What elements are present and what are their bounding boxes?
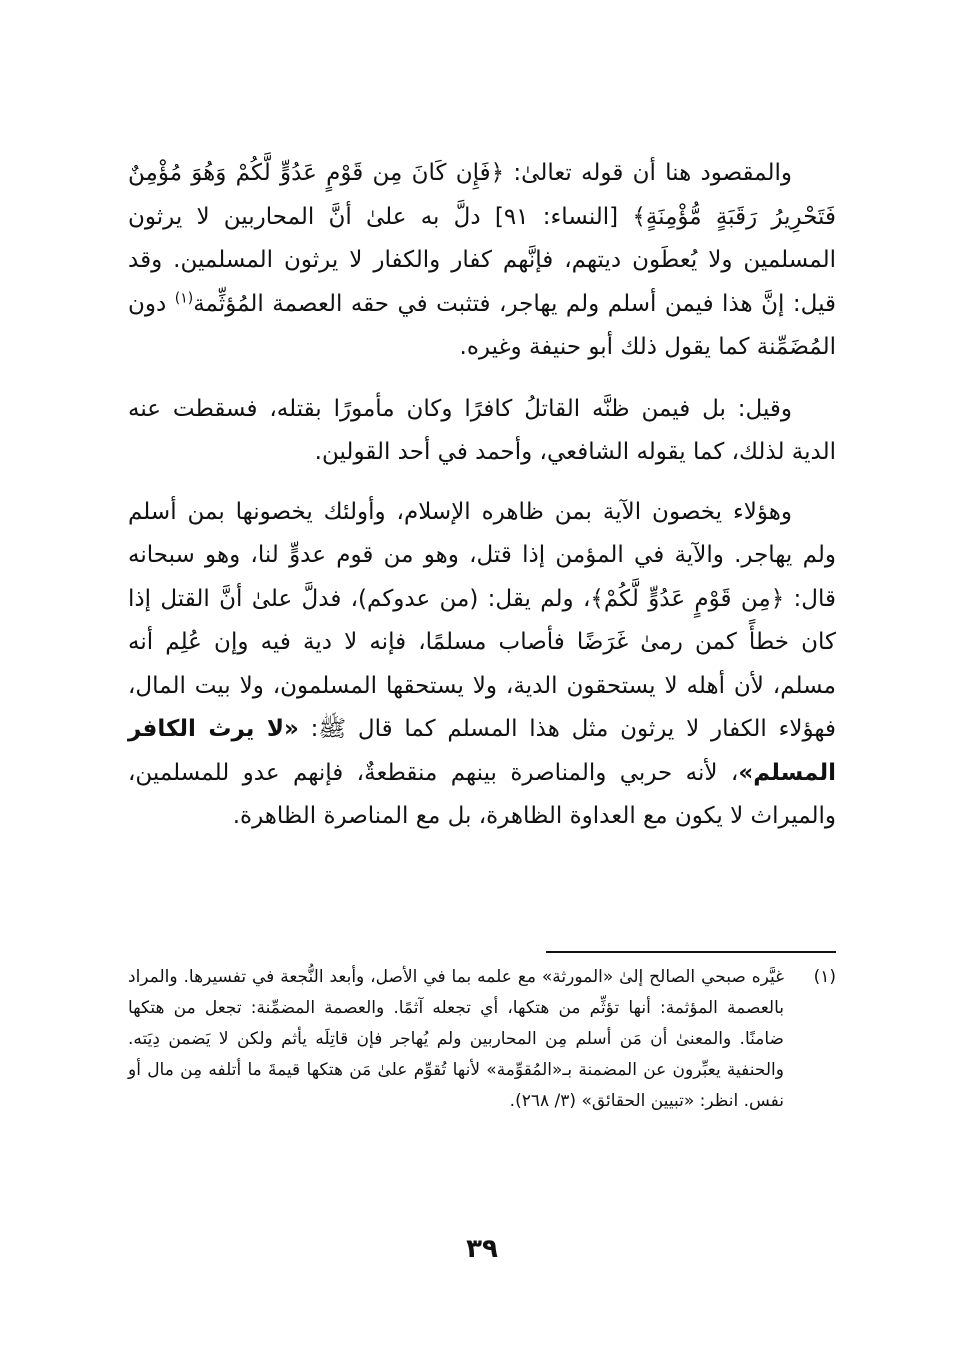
paragraph-1-text-c: دون المُضَمِّنة كما يقول ذلك أبو حنيفة وغيره. [128,290,836,360]
paragraph-1-text-b: [النساء: ٩١] دلَّ به علىٰ أنَّ المحاربين لا يرثون المسلمين ولا يُعطَون ديتهم، فإنَّهم كفار والكفار لا يرثون المسلمين. وقد قيل: إنَّ هذا فيمن أسلم ولم يهاجر، فتثبت في حقه العصمة المُؤثِّمة [128,203,836,317]
paragraph-3-text-b: ، ولم يقل: (من عدوكم)، فدلَّ علىٰ أنَّ القتل إذا كان خطأً كمن رمىٰ غَرَضًا فأصاب مسلمًا، فإنه لا دية فيه وإن عُلِم أنه مسلم، لأن أهله لا يستحقون الدية، ولا يستحقها المسلمون، ولا بيت المال، فهؤلاء الكفار لا يرثون مثل هذا المسلم كما قال ﷺ: [128,585,836,742]
paragraph-2-text: وقيل: بل فيمن ظنَّه القاتلُ كافرًا وكان مأمورًا بقتله، فسقطت عنه الدية لذلك، كما يقوله الشافعي، وأحمد في أحد القولين. [128,395,836,465]
footnote-1-text: غيَّره صبحي الصالح إلىٰ «المورثة» مع علمه بما في الأصل، وأبعد النُّجعة في تفسيرها. والمراد بالعصمة المؤثمة: أنها تؤثِّم من هتكها، أي تجعله آثمًا. والعصمة المضمِّنة: تجعل من هتكها ضامنًا. والمعنىٰ أن مَن أسلم مِن المحاربين ولم يُهاجر فإن قاتِلَه يأثم ولكن لا يَضمن دِيَته. والحنفية يعبِّرون عن المضمنة بـ«المُقوِّمة» لأنها تُقوِّم علىٰ مَن هتكها قيمةَ ما أتلفه مِن مال أو نفس. انظر: «تبيين الحقائق» (٣/ ٢٦٨). [128,967,784,1111]
paragraph-1 [128,152,836,370]
footnote-reference-1[interactable]: (١) [174,289,194,306]
paragraph-3 [128,491,836,839]
footnote-separator-line [546,951,836,953]
paragraph-1-text-a: والمقصود هنا أن قوله تعالىٰ: [504,160,792,186]
footnotes [128,962,836,1117]
page-number: ٣٩ [466,1234,498,1264]
main-text [128,152,836,855]
paragraph-3-text-c: ، لأنه حربي والمناصرة بينهم منقطعةٌ، فإنهم عدو للمسلمين، والميراث لا يكون مع العداوة الظاهرة، بل مع المناصرة الظاهرة. [128,759,836,829]
hadith-quote: «لا يرث الكافر المسلم» [128,716,836,786]
paragraph-2 [128,388,836,475]
paragraph-3-text-a: وهؤلاء يخصون الآية بمن ظاهره الإسلام، وأولئك يخصونها بمن أسلم ولم يهاجر. والآية في المؤمن إذا قتل، وهو من قوم عدوٍّ لنا، وهو سبحانه قال: [128,498,836,612]
footnote-1 [128,962,836,1117]
quran-verse-1: ﴿فَإِن كَانَ مِن قَوْمٍ عَدُوٍّ لَّكُمْ وَهُوَ مُؤْمِنٌ فَتَحْرِيرُ رَقَبَةٍ مُّؤْمِنَةٍ﴾ [128,160,836,230]
footnote-1-number: (١) [813,967,836,987]
quran-verse-2: ﴿مِن قَوْمٍ عَدُوٍّ لَّكُمْ﴾ [590,585,785,612]
